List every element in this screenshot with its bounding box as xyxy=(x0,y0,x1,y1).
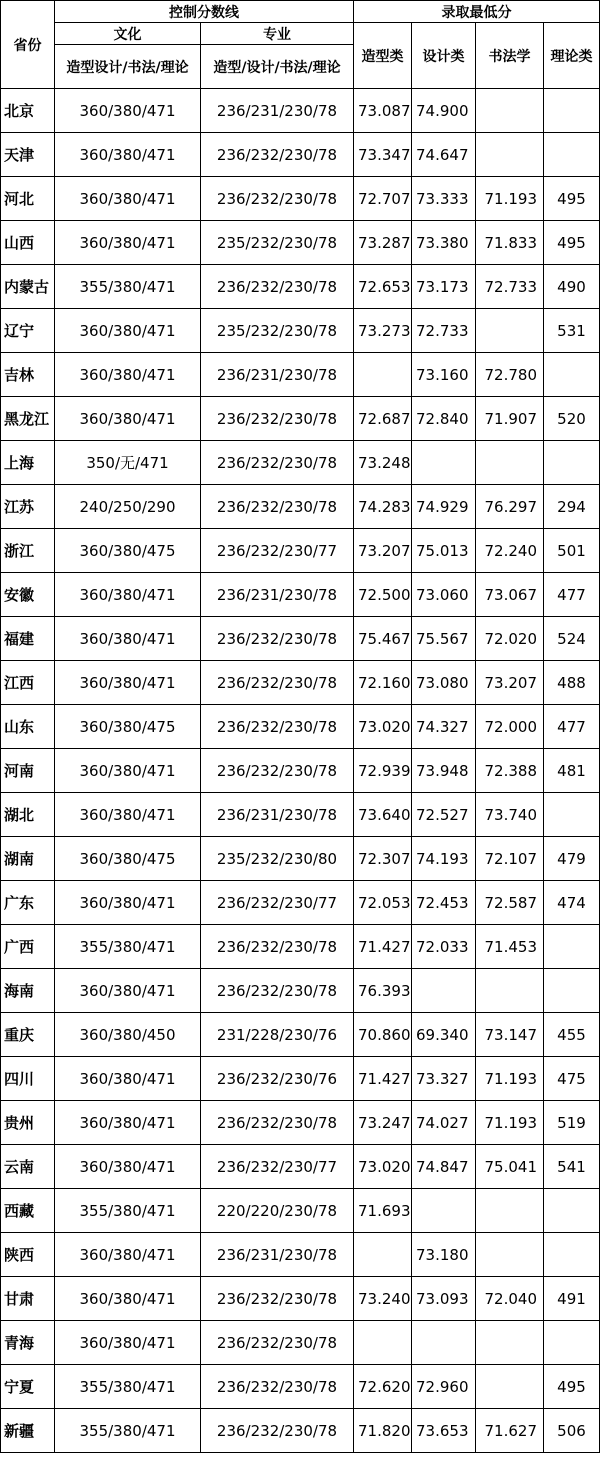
table-row xyxy=(1,309,600,353)
lilun-score-cell: 531 xyxy=(544,309,600,353)
sheji-score-cell: 73.173 xyxy=(412,265,476,309)
wenhua-score-cell: 355/380/471 xyxy=(55,1365,201,1409)
lilun-score-cell: 477 xyxy=(544,573,600,617)
sheji-score-cell: 74.847 xyxy=(412,1145,476,1189)
shufa-score-cell: 75.041 xyxy=(476,1145,544,1189)
table-row xyxy=(1,353,600,397)
table-row xyxy=(1,1365,600,1409)
zhuanye-score-cell: 231/228/230/76 xyxy=(201,1013,354,1057)
zhuanye-score-cell: 236/231/230/78 xyxy=(201,89,354,133)
sheji-score-cell: 73.093 xyxy=(412,1277,476,1321)
table-row xyxy=(1,1057,600,1101)
lilun-score-cell: 520 xyxy=(544,397,600,441)
table-row xyxy=(1,397,600,441)
province-cell: 贵州 xyxy=(1,1101,55,1145)
zhuanye-score-cell: 236/232/230/78 xyxy=(201,1321,354,1365)
province-cell: 天津 xyxy=(1,133,55,177)
wenhua-score-cell: 360/380/471 xyxy=(55,89,201,133)
sheji-score-cell: 73.380 xyxy=(412,221,476,265)
wenhua-score-cell: 360/380/471 xyxy=(55,1145,201,1189)
wenhua-score-cell: 355/380/471 xyxy=(55,925,201,969)
sheji-score-cell: 72.527 xyxy=(412,793,476,837)
lilun-score-cell: 524 xyxy=(544,617,600,661)
zaoxing-score-cell: 73.273 xyxy=(354,309,412,353)
zaoxing-score-cell: 71.693 xyxy=(354,1189,412,1233)
sheji-score-cell: 73.327 xyxy=(412,1057,476,1101)
zaoxing-score-cell: 72.500 xyxy=(354,573,412,617)
lilun-score-cell: 490 xyxy=(544,265,600,309)
table-row xyxy=(1,177,600,221)
province-cell: 江西 xyxy=(1,661,55,705)
shufa-score-cell: 76.297 xyxy=(476,485,544,529)
wenhua-score-cell: 360/380/471 xyxy=(55,749,201,793)
shufa-score-cell: 72.000 xyxy=(476,705,544,749)
shufa-score-cell: 73.207 xyxy=(476,661,544,705)
control-score-header: 控制分数线 xyxy=(55,1,354,23)
zhuanye-score-cell: 236/232/230/78 xyxy=(201,133,354,177)
wenhua-score-cell: 360/380/471 xyxy=(55,1101,201,1145)
zhuanye-score-cell: 236/232/230/78 xyxy=(201,1409,354,1453)
zhuanye-score-cell: 236/232/230/78 xyxy=(201,1277,354,1321)
table-row xyxy=(1,529,600,573)
zhuanye-score-cell: 236/232/230/78 xyxy=(201,177,354,221)
lilun-score-cell: 506 xyxy=(544,1409,600,1453)
zaoxing-score-cell: 73.247 xyxy=(354,1101,412,1145)
zaoxing-score-cell: 73.087 xyxy=(354,89,412,133)
sheji-score-cell: 73.080 xyxy=(412,661,476,705)
zaoxing-score-cell: 72.160 xyxy=(354,661,412,705)
wenhua-sub-header: 造型设计/书法/理论 xyxy=(55,45,201,89)
table-row xyxy=(1,1013,600,1057)
shufa-score-cell: 72.587 xyxy=(476,881,544,925)
wenhua-score-cell: 360/380/471 xyxy=(55,221,201,265)
lilun-score-cell: 495 xyxy=(544,221,600,265)
table-row xyxy=(1,1321,600,1365)
wenhua-score-cell: 360/380/471 xyxy=(55,881,201,925)
lilun-score-cell xyxy=(544,353,600,397)
wenhua-score-cell: 360/380/471 xyxy=(55,309,201,353)
shufa-score-cell xyxy=(476,133,544,177)
wenhua-score-cell: 360/380/471 xyxy=(55,397,201,441)
zhuanye-score-cell: 236/232/230/77 xyxy=(201,1145,354,1189)
table-row xyxy=(1,573,600,617)
sheji-score-cell: 72.033 xyxy=(412,925,476,969)
table-row xyxy=(1,661,600,705)
lilun-score-cell xyxy=(544,969,600,1013)
wenhua-score-cell: 355/380/471 xyxy=(55,265,201,309)
zaoxing-score-cell: 76.393 xyxy=(354,969,412,1013)
zaoxing-score-cell: 71.820 xyxy=(354,1409,412,1453)
lilun-score-cell: 488 xyxy=(544,661,600,705)
province-cell: 西藏 xyxy=(1,1189,55,1233)
zhuanye-score-cell: 236/232/230/78 xyxy=(201,661,354,705)
shufa-score-cell: 73.740 xyxy=(476,793,544,837)
province-cell: 福建 xyxy=(1,617,55,661)
wenhua-score-cell: 360/380/471 xyxy=(55,353,201,397)
sheji-score-cell: 72.453 xyxy=(412,881,476,925)
sheji-score-cell: 74.929 xyxy=(412,485,476,529)
zaoxing-score-cell: 73.347 xyxy=(354,133,412,177)
sheji-score-cell xyxy=(412,1189,476,1233)
zhuanye-header: 专业 xyxy=(201,23,354,45)
zhuanye-score-cell: 236/232/230/78 xyxy=(201,485,354,529)
table-row xyxy=(1,925,600,969)
zaoxing-header: 造型类 xyxy=(354,23,412,89)
province-cell: 内蒙古 xyxy=(1,265,55,309)
zhuanye-score-cell: 236/232/230/78 xyxy=(201,925,354,969)
lilun-score-cell xyxy=(544,1321,600,1365)
shufa-score-cell xyxy=(476,1189,544,1233)
lilun-score-cell: 294 xyxy=(544,485,600,529)
lilun-score-cell: 474 xyxy=(544,881,600,925)
zhuanye-score-cell: 236/232/230/76 xyxy=(201,1057,354,1101)
table-row xyxy=(1,705,600,749)
sheji-score-cell: 72.960 xyxy=(412,1365,476,1409)
wenhua-score-cell: 360/380/471 xyxy=(55,177,201,221)
table-row xyxy=(1,1145,600,1189)
lilun-score-cell xyxy=(544,1189,600,1233)
zaoxing-score-cell xyxy=(354,353,412,397)
sheji-score-cell: 72.733 xyxy=(412,309,476,353)
zaoxing-score-cell xyxy=(354,1233,412,1277)
province-cell: 浙江 xyxy=(1,529,55,573)
shufa-header: 书法学 xyxy=(476,23,544,89)
wenhua-score-cell: 240/250/290 xyxy=(55,485,201,529)
sheji-score-cell: 74.193 xyxy=(412,837,476,881)
sheji-score-cell: 73.333 xyxy=(412,177,476,221)
shufa-score-cell xyxy=(476,1233,544,1277)
wenhua-score-cell: 360/380/475 xyxy=(55,837,201,881)
lilun-score-cell: 495 xyxy=(544,1365,600,1409)
table-row xyxy=(1,221,600,265)
sheji-score-cell: 74.900 xyxy=(412,89,476,133)
lilun-score-cell: 501 xyxy=(544,529,600,573)
province-cell: 江苏 xyxy=(1,485,55,529)
table-row xyxy=(1,749,600,793)
shufa-score-cell: 73.147 xyxy=(476,1013,544,1057)
lilun-score-cell: 519 xyxy=(544,1101,600,1145)
table-row xyxy=(1,265,600,309)
table-row xyxy=(1,881,600,925)
wenhua-score-cell: 360/380/471 xyxy=(55,133,201,177)
province-cell: 青海 xyxy=(1,1321,55,1365)
sheji-score-cell: 73.160 xyxy=(412,353,476,397)
sheji-score-cell: 73.948 xyxy=(412,749,476,793)
zaoxing-score-cell: 72.053 xyxy=(354,881,412,925)
shufa-score-cell: 72.733 xyxy=(476,265,544,309)
wenhua-score-cell: 360/380/471 xyxy=(55,793,201,837)
table-row xyxy=(1,1409,600,1453)
sheji-score-cell: 75.013 xyxy=(412,529,476,573)
province-cell: 安徽 xyxy=(1,573,55,617)
zhuanye-score-cell: 236/232/230/77 xyxy=(201,529,354,573)
table-row xyxy=(1,1101,600,1145)
province-cell: 黑龙江 xyxy=(1,397,55,441)
province-cell: 辽宁 xyxy=(1,309,55,353)
wenhua-score-cell: 360/380/471 xyxy=(55,1233,201,1277)
table-row xyxy=(1,1189,600,1233)
lilun-score-cell: 481 xyxy=(544,749,600,793)
sheji-score-cell xyxy=(412,969,476,1013)
province-header: 省份 xyxy=(1,1,55,89)
zhuanye-score-cell: 236/232/230/78 xyxy=(201,397,354,441)
province-cell: 北京 xyxy=(1,89,55,133)
lilun-score-cell: 495 xyxy=(544,177,600,221)
wenhua-score-cell: 355/380/471 xyxy=(55,1409,201,1453)
province-cell: 云南 xyxy=(1,1145,55,1189)
table-row xyxy=(1,969,600,1013)
shufa-score-cell: 72.240 xyxy=(476,529,544,573)
wenhua-score-cell: 360/380/471 xyxy=(55,617,201,661)
zhuanye-score-cell: 236/232/230/78 xyxy=(201,1365,354,1409)
lilun-score-cell: 477 xyxy=(544,705,600,749)
zaoxing-score-cell: 72.307 xyxy=(354,837,412,881)
wenhua-score-cell: 360/380/471 xyxy=(55,573,201,617)
wenhua-score-cell: 360/380/471 xyxy=(55,661,201,705)
shufa-score-cell xyxy=(476,309,544,353)
lilun-score-cell xyxy=(544,133,600,177)
province-cell: 甘肃 xyxy=(1,1277,55,1321)
zaoxing-score-cell: 73.020 xyxy=(354,705,412,749)
zhuanye-sub-header: 造型/设计/书法/理论 xyxy=(201,45,354,89)
shufa-score-cell: 71.193 xyxy=(476,1101,544,1145)
wenhua-score-cell: 350/无/471 xyxy=(55,441,201,485)
province-cell: 重庆 xyxy=(1,1013,55,1057)
sheji-score-cell: 74.647 xyxy=(412,133,476,177)
shufa-score-cell: 71.453 xyxy=(476,925,544,969)
zaoxing-score-cell: 71.427 xyxy=(354,925,412,969)
wenhua-score-cell: 360/380/450 xyxy=(55,1013,201,1057)
shufa-score-cell: 72.780 xyxy=(476,353,544,397)
lilun-score-cell: 491 xyxy=(544,1277,600,1321)
sheji-score-cell: 73.060 xyxy=(412,573,476,617)
zaoxing-score-cell: 72.707 xyxy=(354,177,412,221)
zhuanye-score-cell: 236/232/230/77 xyxy=(201,881,354,925)
sheji-score-cell: 74.327 xyxy=(412,705,476,749)
zaoxing-score-cell: 73.240 xyxy=(354,1277,412,1321)
lilun-score-cell: 455 xyxy=(544,1013,600,1057)
zaoxing-score-cell: 74.283 xyxy=(354,485,412,529)
zhuanye-score-cell: 236/231/230/78 xyxy=(201,353,354,397)
wenhua-score-cell: 360/380/475 xyxy=(55,529,201,573)
zaoxing-score-cell xyxy=(354,1321,412,1365)
zaoxing-score-cell: 72.653 xyxy=(354,265,412,309)
lilun-score-cell: 479 xyxy=(544,837,600,881)
province-cell: 宁夏 xyxy=(1,1365,55,1409)
table-row xyxy=(1,1233,600,1277)
zhuanye-score-cell: 236/231/230/78 xyxy=(201,1233,354,1277)
zhuanye-score-cell: 236/232/230/78 xyxy=(201,617,354,661)
lilun-score-cell xyxy=(544,1233,600,1277)
zhuanye-score-cell: 235/232/230/80 xyxy=(201,837,354,881)
sheji-score-cell: 72.840 xyxy=(412,397,476,441)
shufa-score-cell: 71.193 xyxy=(476,177,544,221)
shufa-score-cell xyxy=(476,1365,544,1409)
wenhua-score-cell: 360/380/471 xyxy=(55,1057,201,1101)
table-row xyxy=(1,441,600,485)
shufa-score-cell: 71.907 xyxy=(476,397,544,441)
zaoxing-score-cell: 73.020 xyxy=(354,1145,412,1189)
shufa-score-cell: 72.107 xyxy=(476,837,544,881)
shufa-score-cell xyxy=(476,969,544,1013)
province-cell: 湖北 xyxy=(1,793,55,837)
table-body xyxy=(1,89,600,1453)
zaoxing-score-cell: 72.939 xyxy=(354,749,412,793)
province-cell: 上海 xyxy=(1,441,55,485)
shufa-score-cell xyxy=(476,441,544,485)
shufa-score-cell: 71.193 xyxy=(476,1057,544,1101)
shufa-score-cell: 72.388 xyxy=(476,749,544,793)
table-row xyxy=(1,485,600,529)
zhuanye-score-cell: 236/232/230/78 xyxy=(201,1101,354,1145)
zhuanye-score-cell: 236/232/230/78 xyxy=(201,441,354,485)
table-row xyxy=(1,617,600,661)
zaoxing-score-cell: 71.427 xyxy=(354,1057,412,1101)
province-cell: 海南 xyxy=(1,969,55,1013)
province-cell: 山东 xyxy=(1,705,55,749)
shufa-score-cell: 71.627 xyxy=(476,1409,544,1453)
province-cell: 陕西 xyxy=(1,1233,55,1277)
sheji-header: 设计类 xyxy=(412,23,476,89)
zaoxing-score-cell: 75.467 xyxy=(354,617,412,661)
sheji-score-cell xyxy=(412,1321,476,1365)
lilun-score-cell: 541 xyxy=(544,1145,600,1189)
sheji-score-cell: 73.653 xyxy=(412,1409,476,1453)
table-row xyxy=(1,837,600,881)
zhuanye-score-cell: 235/232/230/78 xyxy=(201,221,354,265)
sheji-score-cell: 75.567 xyxy=(412,617,476,661)
shufa-score-cell: 72.040 xyxy=(476,1277,544,1321)
zhuanye-score-cell: 236/232/230/78 xyxy=(201,969,354,1013)
province-cell: 河北 xyxy=(1,177,55,221)
lilun-score-cell xyxy=(544,793,600,837)
sheji-score-cell: 73.180 xyxy=(412,1233,476,1277)
zaoxing-score-cell: 73.640 xyxy=(354,793,412,837)
province-cell: 新疆 xyxy=(1,1409,55,1453)
zhuanye-score-cell: 236/231/230/78 xyxy=(201,793,354,837)
lilun-score-cell xyxy=(544,89,600,133)
province-cell: 河南 xyxy=(1,749,55,793)
zhuanye-score-cell: 236/232/230/78 xyxy=(201,749,354,793)
lilun-score-cell xyxy=(544,925,600,969)
zaoxing-score-cell: 73.248 xyxy=(354,441,412,485)
table-row xyxy=(1,1277,600,1321)
province-cell: 四川 xyxy=(1,1057,55,1101)
wenhua-score-cell: 360/380/471 xyxy=(55,1277,201,1321)
zhuanye-score-cell: 236/231/230/78 xyxy=(201,573,354,617)
province-cell: 湖南 xyxy=(1,837,55,881)
lilun-score-cell xyxy=(544,441,600,485)
admission-min-header: 录取最低分 xyxy=(354,1,600,23)
zaoxing-score-cell: 73.207 xyxy=(354,529,412,573)
wenhua-score-cell: 355/380/471 xyxy=(55,1189,201,1233)
province-cell: 广西 xyxy=(1,925,55,969)
table-row xyxy=(1,133,600,177)
province-cell: 广东 xyxy=(1,881,55,925)
zhuanye-score-cell: 220/220/230/78 xyxy=(201,1189,354,1233)
table-row xyxy=(1,89,600,133)
shufa-score-cell: 72.020 xyxy=(476,617,544,661)
sheji-score-cell: 69.340 xyxy=(412,1013,476,1057)
zhuanye-score-cell: 236/232/230/78 xyxy=(201,265,354,309)
zaoxing-score-cell: 72.687 xyxy=(354,397,412,441)
zaoxing-score-cell: 70.860 xyxy=(354,1013,412,1057)
wenhua-score-cell: 360/380/471 xyxy=(55,1321,201,1365)
sheji-score-cell: 74.027 xyxy=(412,1101,476,1145)
zaoxing-score-cell: 73.287 xyxy=(354,221,412,265)
zhuanye-score-cell: 235/232/230/78 xyxy=(201,309,354,353)
shufa-score-cell: 71.833 xyxy=(476,221,544,265)
sheji-score-cell xyxy=(412,441,476,485)
wenhua-score-cell: 360/380/475 xyxy=(55,705,201,749)
lilun-header: 理论类 xyxy=(544,23,600,89)
wenhua-header: 文化 xyxy=(55,23,201,45)
province-cell: 山西 xyxy=(1,221,55,265)
province-cell: 吉林 xyxy=(1,353,55,397)
zaoxing-score-cell: 72.620 xyxy=(354,1365,412,1409)
shufa-score-cell xyxy=(476,89,544,133)
lilun-score-cell: 475 xyxy=(544,1057,600,1101)
table-row xyxy=(1,793,600,837)
shufa-score-cell: 73.067 xyxy=(476,573,544,617)
zhuanye-score-cell: 236/232/230/78 xyxy=(201,705,354,749)
shufa-score-cell xyxy=(476,1321,544,1365)
wenhua-score-cell: 360/380/471 xyxy=(55,969,201,1013)
